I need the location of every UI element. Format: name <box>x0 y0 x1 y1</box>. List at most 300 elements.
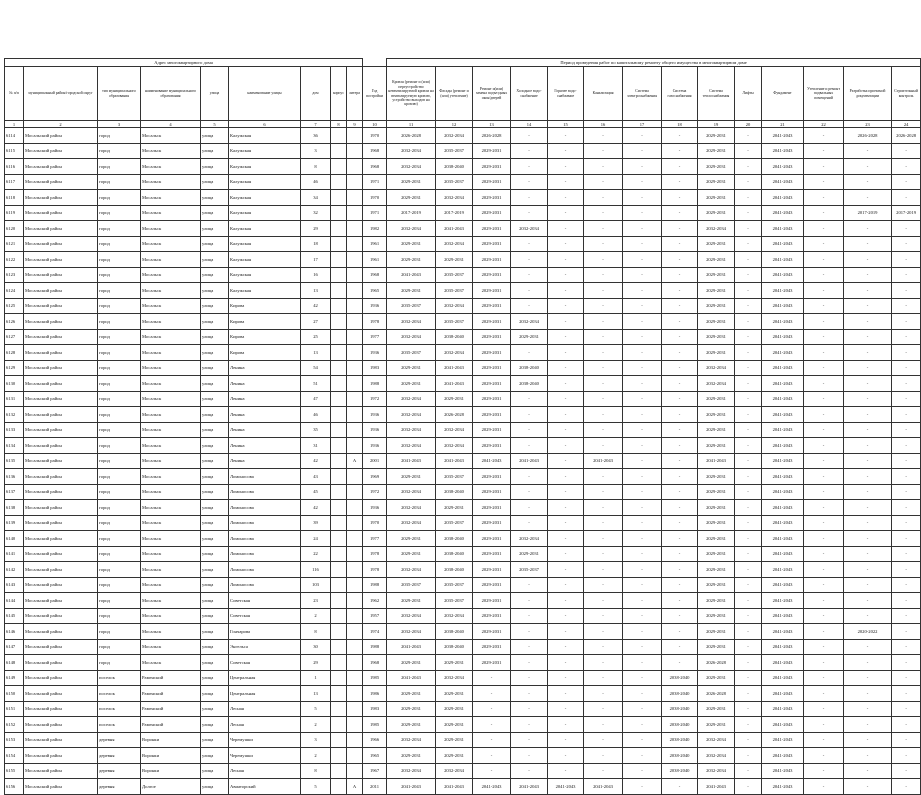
table-cell: - <box>548 174 584 190</box>
table-cell: - <box>892 732 921 748</box>
table-cell: - <box>584 670 623 686</box>
table-cell: 2032-2034 <box>387 562 436 578</box>
table-cell: - <box>892 298 921 314</box>
table-cell <box>347 422 363 438</box>
table-cell <box>347 190 363 206</box>
table-cell: - <box>892 546 921 562</box>
table-cell: 2041-2043 <box>762 546 804 562</box>
table-row <box>5 515 921 531</box>
table-cell: - <box>662 422 698 438</box>
table-cell: - <box>662 655 698 671</box>
column-header: Канализация <box>584 67 623 121</box>
table-cell: поселок <box>98 670 141 686</box>
table-row <box>5 345 921 361</box>
table-cell: - <box>735 732 762 748</box>
table-cell: - <box>735 174 762 190</box>
table-cell: город <box>98 515 141 531</box>
table-cell: город <box>98 562 141 578</box>
table-cell: 42 <box>301 500 331 516</box>
table-cell: - <box>548 624 584 640</box>
column-number: 13 <box>473 121 511 128</box>
table-cell: - <box>548 298 584 314</box>
table-cell: 5 <box>301 701 331 717</box>
table-cell: 2029-2031 <box>387 655 436 671</box>
table-cell: 2029-2031 <box>387 748 436 764</box>
table-cell: - <box>892 701 921 717</box>
table-cell <box>347 639 363 655</box>
table-cell: 6125 <box>5 298 24 314</box>
column-header: Лифты <box>735 67 762 121</box>
table-cell: - <box>623 546 662 562</box>
table-cell: улица <box>201 732 229 748</box>
table-cell: 54 <box>301 360 331 376</box>
table-cell: 2017-2019 <box>892 205 921 221</box>
table-cell <box>331 624 347 640</box>
table-cell: 2029-2031 <box>698 298 735 314</box>
table-cell: - <box>804 159 844 175</box>
table-cell: 1968 <box>363 143 387 159</box>
table-cell: 2032-2034 <box>436 298 473 314</box>
table-cell: - <box>662 624 698 640</box>
table-cell: - <box>623 143 662 159</box>
table-cell: 2041-2043 <box>762 717 804 733</box>
table-cell: - <box>623 329 662 345</box>
table-cell <box>347 345 363 361</box>
table-cell: 2041-2043 <box>511 779 548 795</box>
table-cell: 2029-2031 <box>698 236 735 252</box>
table-cell: - <box>623 717 662 733</box>
table-cell: - <box>735 500 762 516</box>
table-cell: - <box>584 748 623 764</box>
table-row <box>5 190 921 206</box>
table-cell: - <box>548 190 584 206</box>
table-cell <box>347 469 363 485</box>
table-cell: Мосальский район <box>24 221 98 237</box>
table-cell: - <box>548 763 584 779</box>
table-cell: Лесная <box>229 717 301 733</box>
table-cell <box>331 577 347 593</box>
table-cell: - <box>623 128 662 144</box>
table-cell: 2029-2031 <box>698 593 735 609</box>
table-cell: 2041-2043 <box>762 484 804 500</box>
table-cell: Черемушки <box>229 732 301 748</box>
table-cell: - <box>511 577 548 593</box>
table-cell: - <box>804 515 844 531</box>
table-cell <box>331 593 347 609</box>
table-cell: - <box>662 469 698 485</box>
table-cell: - <box>623 453 662 469</box>
table-cell: Мосальск <box>141 422 201 438</box>
table-cell: Мосальск <box>141 236 201 252</box>
table-cell: - <box>584 608 623 624</box>
table-cell <box>331 438 347 454</box>
table-cell: 8 <box>301 159 331 175</box>
table-cell: улица <box>201 763 229 779</box>
table-cell: 6121 <box>5 236 24 252</box>
table-cell: город <box>98 159 141 175</box>
table-cell: - <box>844 546 892 562</box>
table-cell: 2029-2031 <box>473 624 511 640</box>
table-cell: 2041-2043 <box>387 670 436 686</box>
table-row <box>5 174 921 190</box>
table-cell: - <box>892 655 921 671</box>
table-cell: - <box>584 283 623 299</box>
table-cell: - <box>511 422 548 438</box>
table-cell: город <box>98 205 141 221</box>
table-cell: - <box>584 422 623 438</box>
table-cell: - <box>511 701 548 717</box>
table-cell: - <box>548 438 584 454</box>
table-cell: 6116 <box>5 159 24 175</box>
table-cell: - <box>548 515 584 531</box>
table-cell: - <box>548 531 584 547</box>
table-cell: - <box>548 329 584 345</box>
table-cell <box>331 531 347 547</box>
table-cell: Мосальск <box>141 159 201 175</box>
table-cell: - <box>735 531 762 547</box>
table-row <box>5 732 921 748</box>
table-cell <box>347 624 363 640</box>
table-cell: - <box>804 174 844 190</box>
table-cell: 2029-2031 <box>473 329 511 345</box>
table-cell: - <box>804 438 844 454</box>
table-cell: - <box>804 422 844 438</box>
table-cell: Ломоносова <box>229 515 301 531</box>
table-cell: 2029-2031 <box>698 329 735 345</box>
table-cell: - <box>662 531 698 547</box>
table-cell: - <box>623 748 662 764</box>
table-cell: 1965 <box>363 283 387 299</box>
table-cell: 6124 <box>5 283 24 299</box>
table-cell <box>347 438 363 454</box>
table-cell: - <box>892 748 921 764</box>
table-cell: 6139 <box>5 515 24 531</box>
table-cell: 1972 <box>363 391 387 407</box>
table-cell <box>331 763 347 779</box>
table-cell: Раменский <box>141 686 201 702</box>
table-cell: улица <box>201 298 229 314</box>
table-cell: - <box>584 763 623 779</box>
table-cell: - <box>804 407 844 423</box>
table-cell: город <box>98 453 141 469</box>
table-cell: улица <box>201 190 229 206</box>
table-cell: 43 <box>301 469 331 485</box>
table-cell: - <box>623 515 662 531</box>
table-cell: 6119 <box>5 205 24 221</box>
table-cell: - <box>844 422 892 438</box>
table-cell: 42 <box>301 453 331 469</box>
table-cell: Мосальский район <box>24 577 98 593</box>
table-cell: - <box>804 670 844 686</box>
table-cell: 2035-2037 <box>436 577 473 593</box>
table-cell: 2026-2028 <box>892 128 921 144</box>
table-cell: - <box>584 469 623 485</box>
table-cell: 2029-2031 <box>473 562 511 578</box>
table-cell: - <box>662 205 698 221</box>
table-cell: 2035-2037 <box>387 298 436 314</box>
table-cell: 2029-2031 <box>698 128 735 144</box>
table-cell: - <box>662 407 698 423</box>
table-cell: Ломоносова <box>229 577 301 593</box>
table-cell: - <box>662 283 698 299</box>
table-cell: Кирова <box>229 298 301 314</box>
table-cell <box>331 345 347 361</box>
table-cell: 2029-2031 <box>698 639 735 655</box>
table-cell: 2041-2043 <box>762 562 804 578</box>
table-cell: - <box>623 484 662 500</box>
table-cell: - <box>511 515 548 531</box>
table-cell: 1967 <box>363 763 387 779</box>
table-cell: город <box>98 624 141 640</box>
table-cell: - <box>735 143 762 159</box>
table-cell: 2029-2031 <box>473 159 511 175</box>
table-cell: - <box>735 515 762 531</box>
table-cell <box>331 205 347 221</box>
table-cell: - <box>623 438 662 454</box>
table-cell: Мосальский район <box>24 686 98 702</box>
table-cell: Кирова <box>229 345 301 361</box>
column-header: корпус <box>331 67 347 121</box>
column-header: Система теплоснабжения <box>698 67 735 121</box>
table-cell: - <box>662 391 698 407</box>
table-cell: - <box>511 500 548 516</box>
group-header-row <box>5 59 921 67</box>
table-cell: - <box>844 531 892 547</box>
table-cell: 47 <box>301 391 331 407</box>
column-header: тип муниципального образования <box>98 67 141 121</box>
table-cell: - <box>511 283 548 299</box>
column-number: 12 <box>436 121 473 128</box>
table-cell: 2041-2043 <box>762 422 804 438</box>
table-cell: Ломоносова <box>229 484 301 500</box>
table-cell: - <box>511 252 548 268</box>
table-cell: Мосальск <box>141 221 201 237</box>
table-cell: Центральная <box>229 686 301 702</box>
table-cell: - <box>844 779 892 795</box>
table-cell: 2032-2034 <box>387 484 436 500</box>
table-cell: - <box>584 236 623 252</box>
table-cell: улица <box>201 205 229 221</box>
table-cell: - <box>804 376 844 392</box>
table-cell <box>347 314 363 330</box>
table-cell: - <box>735 624 762 640</box>
table-cell <box>331 500 347 516</box>
column-number: 2 <box>24 121 98 128</box>
table-cell: - <box>844 236 892 252</box>
table-cell: улица <box>201 608 229 624</box>
table-cell: - <box>584 515 623 531</box>
table-cell: 2029-2031 <box>511 329 548 345</box>
table-cell: - <box>548 655 584 671</box>
table-cell <box>347 515 363 531</box>
table-cell: - <box>473 732 511 748</box>
table-cell: - <box>548 562 584 578</box>
column-number: 24 <box>892 121 921 128</box>
table-cell: 6149 <box>5 670 24 686</box>
table-cell: 2041-2043 <box>387 639 436 655</box>
table-cell: - <box>662 376 698 392</box>
table-cell: улица <box>201 515 229 531</box>
table-cell: 1977 <box>363 329 387 345</box>
table-cell: - <box>511 345 548 361</box>
table-cell: улица <box>201 717 229 733</box>
table-cell: Мосальский район <box>24 376 98 392</box>
table-cell: 2032-2034 <box>387 391 436 407</box>
table-cell: - <box>623 701 662 717</box>
table-cell: - <box>662 190 698 206</box>
table-cell: - <box>511 190 548 206</box>
table-cell: 2038-2040 <box>436 531 473 547</box>
table-cell: - <box>511 655 548 671</box>
table-cell: - <box>623 593 662 609</box>
table-cell: город <box>98 143 141 159</box>
table-cell: - <box>662 159 698 175</box>
table-row <box>5 655 921 671</box>
table-cell: - <box>548 128 584 144</box>
table-cell: улица <box>201 236 229 252</box>
table-cell: Долгое <box>141 779 201 795</box>
table-cell: Мосальск <box>141 329 201 345</box>
column-number: 15 <box>548 121 584 128</box>
table-cell: 1936 <box>363 407 387 423</box>
table-cell: - <box>511 391 548 407</box>
table-cell: - <box>844 376 892 392</box>
table-cell: - <box>511 639 548 655</box>
table-cell: - <box>623 360 662 376</box>
table-cell: город <box>98 174 141 190</box>
table-cell: - <box>473 763 511 779</box>
table-cell: 2038-2040 <box>662 763 698 779</box>
table-cell: - <box>584 639 623 655</box>
table-cell: Мосальский район <box>24 484 98 500</box>
table-cell: - <box>804 593 844 609</box>
table-cell: - <box>892 717 921 733</box>
table-cell: - <box>892 360 921 376</box>
table-cell: Мосальск <box>141 546 201 562</box>
table-cell: 2032-2034 <box>436 763 473 779</box>
table-cell: Мосальск <box>141 407 201 423</box>
table-cell: Мосальский район <box>24 593 98 609</box>
table-cell: - <box>735 608 762 624</box>
table-cell: 2029-2031 <box>387 190 436 206</box>
table-cell: улица <box>201 345 229 361</box>
table-cell: - <box>548 159 584 175</box>
table-cell: Мосальск <box>141 205 201 221</box>
column-header: наименование муниципального образования <box>141 67 201 121</box>
table-cell: 2038-2040 <box>436 546 473 562</box>
table-cell: 2029-2031 <box>473 546 511 562</box>
column-header-row <box>5 67 921 121</box>
table-cell: 2026-2028 <box>436 407 473 423</box>
table-cell: - <box>623 314 662 330</box>
table-cell: 6126 <box>5 314 24 330</box>
table-cell <box>347 267 363 283</box>
table-cell: - <box>511 763 548 779</box>
table-cell: 2032-2034 <box>387 438 436 454</box>
table-cell: 2029-2031 <box>473 469 511 485</box>
table-cell: 6129 <box>5 360 24 376</box>
table-row <box>5 763 921 779</box>
table-cell: 2032-2034 <box>511 531 548 547</box>
table-cell: 6146 <box>5 624 24 640</box>
table-cell: 2041-2043 <box>762 438 804 454</box>
table-cell: - <box>584 298 623 314</box>
table-cell: улица <box>201 639 229 655</box>
table-cell: 2029-2031 <box>387 469 436 485</box>
table-cell: 6123 <box>5 267 24 283</box>
table-cell <box>331 159 347 175</box>
table-cell: - <box>892 779 921 795</box>
table-cell: Мосальский район <box>24 128 98 144</box>
table-cell: - <box>892 345 921 361</box>
table-cell: 2038-2040 <box>662 701 698 717</box>
table-cell: - <box>584 143 623 159</box>
table-cell: 6118 <box>5 190 24 206</box>
column-header: улица <box>201 67 229 121</box>
table-cell: 2041-2043 <box>762 314 804 330</box>
table-cell: Калужская <box>229 236 301 252</box>
table-cell: 2029-2031 <box>436 500 473 516</box>
table-cell: 2041-2043 <box>436 376 473 392</box>
table-cell: - <box>662 484 698 500</box>
table-cell: - <box>584 531 623 547</box>
table-cell: - <box>735 314 762 330</box>
table-row <box>5 205 921 221</box>
table-cell: 36 <box>301 128 331 144</box>
table-cell: город <box>98 608 141 624</box>
table-cell: - <box>735 205 762 221</box>
table-cell: Ломоносова <box>229 469 301 485</box>
table-cell: 2041-2043 <box>762 128 804 144</box>
table-cell: 2041-2043 <box>387 779 436 795</box>
table-cell: Ленина <box>229 407 301 423</box>
table-cell: 2041-2043 <box>548 779 584 795</box>
table-cell: Воронки <box>141 763 201 779</box>
table-cell: - <box>804 484 844 500</box>
table-cell: 2029-2031 <box>698 670 735 686</box>
table-cell: улица <box>201 438 229 454</box>
table-cell: 2029-2031 <box>473 221 511 237</box>
table-cell: - <box>844 484 892 500</box>
table-cell: Мосальский район <box>24 655 98 671</box>
table-cell <box>331 143 347 159</box>
table-cell: город <box>98 639 141 655</box>
table-cell <box>331 608 347 624</box>
table-cell <box>347 484 363 500</box>
table-cell: - <box>844 717 892 733</box>
table-cell: - <box>892 422 921 438</box>
table-cell: - <box>623 159 662 175</box>
table-cell: улица <box>201 159 229 175</box>
table-cell: - <box>623 732 662 748</box>
column-header: Холодное водо-снабжение <box>511 67 548 121</box>
table-cell: - <box>584 577 623 593</box>
table-cell: 2032-2034 <box>436 438 473 454</box>
table-row <box>5 500 921 516</box>
table-cell: 5 <box>301 779 331 795</box>
table-cell: 2029-2031 <box>473 438 511 454</box>
table-cell: - <box>892 562 921 578</box>
table-cell: - <box>548 205 584 221</box>
table-cell: 2032-2034 <box>698 221 735 237</box>
table-cell: - <box>735 453 762 469</box>
table-cell: - <box>511 128 548 144</box>
table-cell: 2032-2034 <box>387 143 436 159</box>
table-cell: поселок <box>98 701 141 717</box>
table-cell: Ленина <box>229 422 301 438</box>
table-cell: А <box>347 453 363 469</box>
table-cell: - <box>844 252 892 268</box>
